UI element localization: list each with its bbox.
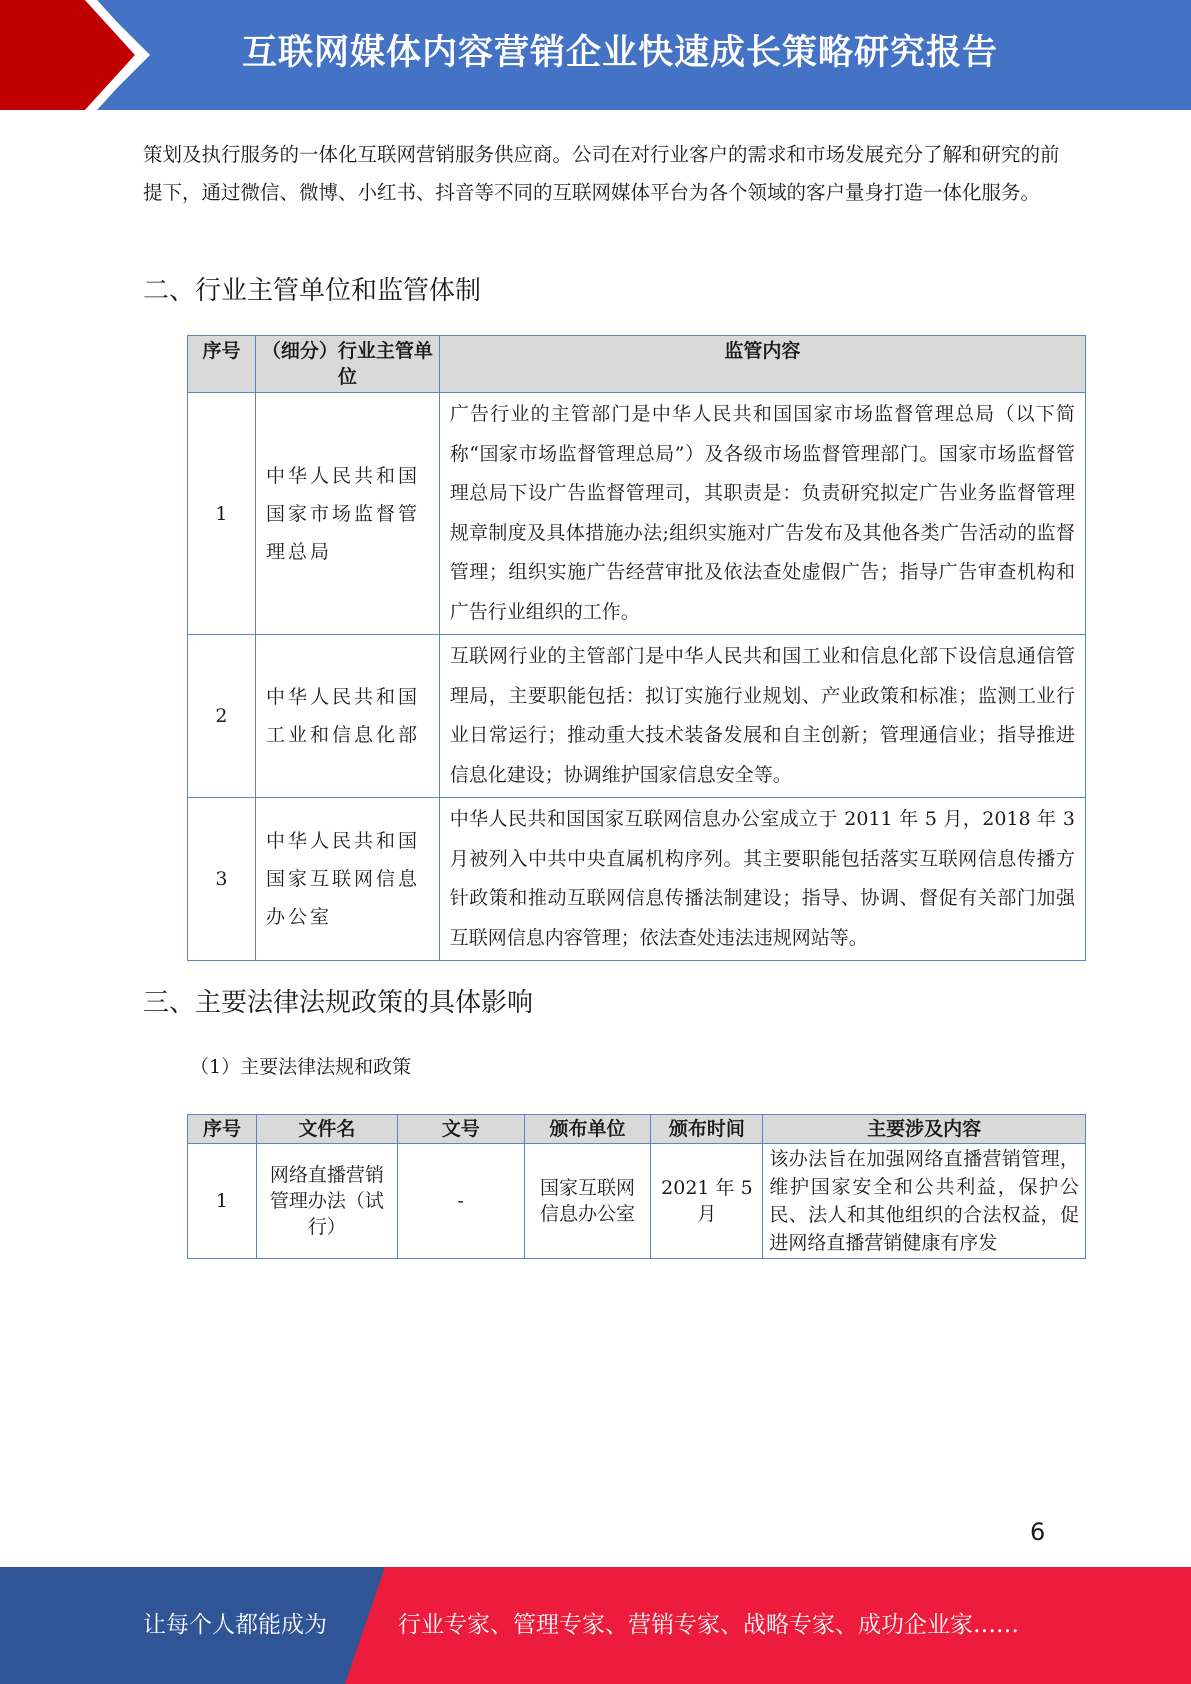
row-date: 2021 年 5 月 (651, 1144, 763, 1259)
header-banner (0, 0, 1191, 110)
row-num: 1 (188, 1144, 257, 1259)
col-header-date: 颁布时间 (651, 1115, 763, 1144)
row-name: 网络直播营销管理办法（试行） (256, 1144, 397, 1259)
footer-slogan-right: 行业专家、管理专家、营销专家、战略专家、成功企业家…… (398, 1612, 1019, 1638)
col-header-name: 文件名 (256, 1115, 397, 1144)
row-unit: 中华人民共和国国家互联网信息办公室 (255, 798, 439, 961)
row-unit: 中华人民共和国工业和信息化部 (255, 635, 439, 798)
col-header-num: 序号 (188, 336, 256, 393)
footer-slogan-left: 让每个人都能成为 (143, 1612, 327, 1638)
section3-subheading: （1）主要法律法规和政策 (190, 1056, 412, 1078)
col-header-unit: （细分）行业主管单位 (255, 336, 439, 393)
intro-paragraph: 策划及执行服务的一体化互联网营销服务供应商。公司在对行业客户的需求和市场发展充分了解和研究的前提下，通过微信、微博、小红书、抖音等不同的互联网媒体平台为各个领域的客户量身打造一体化服务。 (143, 143, 1060, 204)
section3-heading: 三、主要法律法规政策的具体影响 (143, 988, 534, 1018)
page-number: 6 (1030, 1518, 1046, 1546)
table-row (188, 798, 1086, 961)
table-header-row (188, 1115, 1086, 1144)
table-row (188, 635, 1086, 798)
col-header-num: 序号 (188, 1115, 257, 1144)
table-row (188, 393, 1086, 635)
row-content: 互联网行业的主管部门是中华人民共和国工业和信息化部下设信息通信管理局，主要职能包括：拟订实施行业规划、产业政策和标准；监测工业行业日常运行；推动重大技术装备发展和自主创新；管理通信业；指导推进信息化建设；协调维护国家信息安全等。 (439, 635, 1085, 798)
col-header-content: 监管内容 (439, 336, 1085, 393)
row-num: 2 (188, 635, 256, 798)
row-content: 广告行业的主管部门是中华人民共和国国家市场监督管理总局（以下简称“国家市场监督管理总局”）及各级市场监督管理部门。国家市场监督管理总局下设广告监督管理司，其职责是：负责研究拟定广告业务监督管理规章制度及具体措施办法;组织实施对广告发布及其他各类广告活动的监督管理；组织实施广告经营审批及依法查处虚假广告；指导广告审查机构和广告行业组织的工作。 (439, 393, 1085, 635)
row-unit: 中华人民共和国国家市场监督管理总局 (255, 393, 439, 635)
row-num: 1 (188, 393, 256, 635)
table-header-row (188, 336, 1086, 393)
row-doc-no: - (397, 1144, 524, 1259)
row-content: 该办法旨在加强网络直播营销管理，维护国家安全和公共利益，保护公民、法人和其他组织的合法权益，促进网络直播营销健康有序发 (763, 1144, 1086, 1259)
report-title: 互联网媒体内容营销企业快速成长策略研究报告 (241, 33, 998, 73)
row-content: 中华人民共和国国家互联网信息办公室成立于 2011 年 5 月，2018 年 3 月被列入中共中央直属机构序列。其主要职能包括落实互联网信息传播方针政策和推动互联网信息传播法制建设；指导、协调、督促有关部门加强互联网信息内容管理；依法查处违法违规网站等。 (439, 798, 1085, 961)
col-header-doc-no: 文号 (397, 1115, 524, 1144)
footer-banner (0, 1567, 1191, 1684)
policy-table (187, 1114, 1086, 1259)
col-header-issuer: 颁布单位 (524, 1115, 651, 1144)
row-num: 3 (188, 798, 256, 961)
row-issuer: 国家互联网信息办公室 (524, 1144, 651, 1259)
col-header-content: 主要涉及内容 (763, 1115, 1086, 1144)
table-row (188, 1144, 1086, 1259)
regulator-table (187, 335, 1086, 961)
section2-heading: 二、行业主管单位和监管体制 (143, 276, 482, 306)
